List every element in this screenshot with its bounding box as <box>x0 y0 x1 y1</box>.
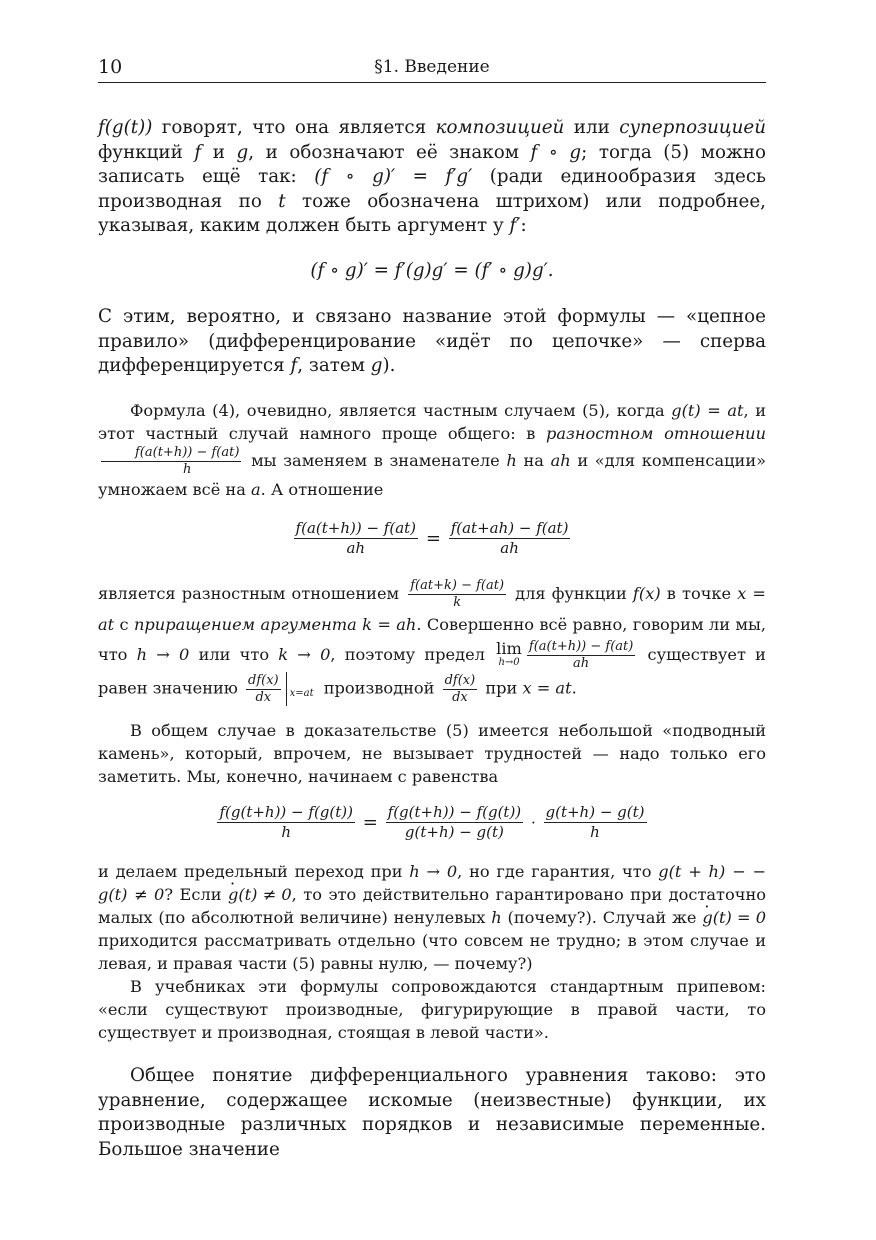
page-number: 10 <box>98 56 123 78</box>
equation-general-case: $\frac{f(g(t+h)) - f(g(t))}{h}$ = $\frac{f(g(t+h)) - f(g(t))}{g(t+h) - g(t)}$ · $\frac{g(t+h) - g(t)}{h}$ <box>219 803 645 841</box>
paragraph-chain-rule-name: С этим, вероятно, и связано название этой формулы — «цепное правило» (дифференцирование «идёт по цепочке» — сперва дифференцируется f, затем g). <box>98 306 766 377</box>
paragraph-limit-transition: и делаем предельный переход при h → 0, но где гарантия, что g(t + h) − − g(t) ≠ 0? Если · g(t) ≠ 0, то это действительно гарантировано при достаточно малых (по абсолютной величине) ненулевых h (почему?). Случай же · g(t) = 0 приходится рассматривать отдельно (что совсем не трудно; в этом случае и левая, и правая части (5) равны нулю, — почему?) <box>98 860 766 975</box>
paragraph-formula-4: Формула (4), очевидно, является частным случаем (5), когда g(t) = at, и этот частный случай намного проще общего: в разностном отношении $\frac{f(a(t+h)) - f(at)}{h}$ мы заменяем в знаменателе h на ah и «для компенсации» умножаем всё на a. А отношение <box>98 401 767 500</box>
equation-chain-rule: (f ∘ g)′ = f′(g)g′ = (f′ ∘ g)g′. <box>310 260 554 281</box>
paragraph-differential-equation: Общее понятие дифференциального уравнения таково: это уравнение, содержащее искомые (неизвестные) функции, их производные различных порядков и независимые переменные. Большое значение <box>98 1065 766 1160</box>
evaluation-bar: x=at <box>286 672 319 706</box>
paragraph-composition: f(g(t)) говорят, что она является композицией или суперпозицией функций f и g, и обозначают её знаком f ∘ g; тогда (5) можно записать ещё так: (f ∘ g)′ = f′g′ (ради единообразия здесь производная по t тоже обозначена штрихом) или подробнее, указывая, каким должен быть аргумент у f′: <box>98 117 767 237</box>
paragraph-difference-ratio: является разностным отношением $\frac{f(at+k) - f(at)}{k}$ для функции f(x) в точке x = at с приращением аргумента k = ah. Совершенно всё равно, говорим ли мы, что h → 0 или что k → 0, поэтому предел lim h→0 $\frac{f(a(t+h)) - f(at)}{ah}$ существует и равен значению $\frac{df(x)}{dx}$ x=at производной $\frac{df(x)}{dx}$ при x = at. <box>98 578 767 705</box>
running-header <box>98 56 766 83</box>
fraction-difference-quotient: $\frac{f(a(t+h)) - f(at)}{h}$ <box>101 445 241 478</box>
equation-ratio: $\frac{f(a(t+h)) - f(at)}{ah}$ = $\frac{f(at+ah) - f(at)}{ah}$ <box>295 519 569 557</box>
paragraph-textbooks: В учебниках эти формулы сопровождаются стандартным припевом: «если существуют производные, фигурирующие в правой части, то существует и производная, стоящая в левой части». <box>98 977 766 1043</box>
limit: lim h→0 <box>496 638 522 668</box>
paragraph-general-case: В общем случае в доказательстве (5) имеется небольшой «подводный камень», который, впрочем, не вызывает трудностей — надо только его заметить. Мы, конечно, начинаем с равенства <box>98 721 766 787</box>
section-title: §1. Введение <box>374 57 490 77</box>
